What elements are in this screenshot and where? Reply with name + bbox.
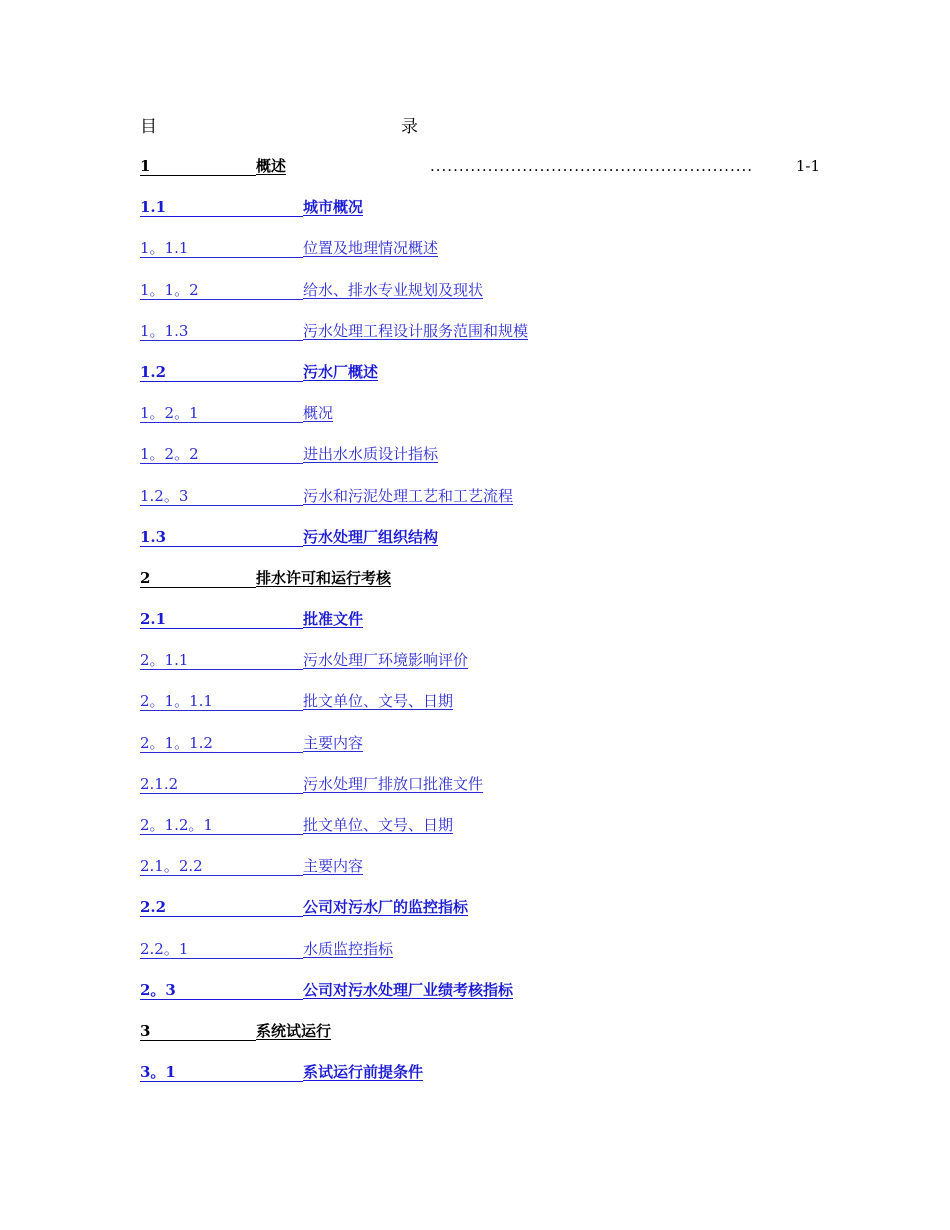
toc-entry-number: 1.3 — [140, 527, 303, 547]
toc-entry[interactable] — [140, 774, 820, 815]
toc-entry[interactable] — [140, 568, 820, 609]
toc-entry-number: 3。1 — [140, 1062, 303, 1082]
toc-entry-number: 2。1.1 — [140, 650, 303, 670]
toc-entry[interactable] — [140, 733, 820, 774]
toc-entry-label: 批文单位、文号、日期 — [303, 816, 454, 834]
toc-entry-label: 污水处理工程设计服务范围和规模 — [303, 321, 529, 340]
toc-entry-label: 给水、排水专业规划及现状 — [303, 280, 484, 299]
toc-entry-label: 排水许可和运行考核 — [256, 568, 392, 587]
toc-entry-label: 污水和污泥处理工艺和工艺流程 — [303, 486, 514, 505]
toc-entry[interactable] — [140, 939, 820, 980]
toc-entry-label: 公司对污水厂的监控指标 — [303, 898, 469, 917]
toc-entry-label: 污水厂概述 — [303, 362, 379, 381]
toc-entry-label: 系统试运行 — [256, 1021, 332, 1040]
toc-entry[interactable] — [140, 980, 820, 1021]
toc-entry-label: 公司对污水处理厂业绩考核指标 — [303, 980, 514, 999]
toc-entry-label: 污水处理厂组织结构 — [303, 527, 439, 546]
toc-entry-number: 1。1.3 — [140, 321, 303, 341]
toc-entry-label: 概况 — [303, 404, 334, 423]
toc-entry-number: 2。3 — [140, 980, 303, 1000]
toc-entry-number: 1.2 — [140, 362, 303, 382]
toc-entry-label: 水质监控指标 — [303, 939, 394, 958]
toc-page-number: 1-1 — [795, 157, 820, 175]
toc-entry-number: 1.2。3 — [140, 486, 303, 506]
toc-entry-label: 污水处理厂排放口批准文件 — [303, 774, 484, 793]
toc-entry[interactable] — [140, 197, 820, 238]
toc-entry[interactable] — [140, 321, 820, 362]
toc-entries — [140, 197, 820, 1103]
toc-entry-number: 2.1.2 — [140, 774, 303, 794]
toc-entry-label: 污水处理厂环境影响评价 — [303, 651, 469, 670]
toc-entry-number: 1 — [140, 156, 256, 176]
toc-entry-number: 3 — [140, 1021, 256, 1041]
toc-entry-label: 主要内容 — [303, 733, 364, 752]
toc-entry[interactable] — [140, 609, 820, 650]
toc-entry-label: 系试运行前提条件 — [303, 1063, 424, 1082]
toc-entry[interactable] — [140, 815, 820, 856]
toc-entry-label: 批文单位、文号、日期 — [303, 692, 454, 711]
toc-entry-label: 概述 — [256, 157, 287, 175]
toc-entry-number: 2 — [140, 568, 256, 588]
toc-heading — [140, 112, 430, 136]
toc-entry[interactable] — [140, 486, 820, 527]
toc-entry[interactable] — [140, 527, 820, 568]
toc-entry-number: 1。2。2 — [140, 444, 303, 464]
toc-list — [140, 156, 820, 1103]
toc-entry-number: 2.2。1 — [140, 939, 303, 959]
toc-entry[interactable] — [140, 280, 820, 321]
toc-entry-label: 主要内容 — [303, 857, 364, 876]
toc-entry-number: 2.1。2.2 — [140, 856, 303, 876]
toc-entry-label: 进出水水质设计指标 — [303, 445, 439, 464]
toc-entry-number: 2.1 — [140, 609, 303, 629]
toc-entry-number: 1。1。2 — [140, 280, 303, 300]
toc-entry[interactable] — [140, 1021, 820, 1062]
toc-entry-number: 1.1 — [140, 197, 303, 217]
toc-entry[interactable] — [140, 238, 820, 279]
toc-entry[interactable] — [140, 362, 820, 403]
toc-entry[interactable] — [140, 856, 820, 897]
toc-heading-right: 录 — [401, 117, 418, 137]
toc-heading-left: 目 — [140, 117, 157, 137]
toc-entry-number: 2.2 — [140, 897, 303, 917]
toc-entry-number: 2。1.2。1 — [140, 815, 303, 835]
toc-entry[interactable] — [140, 897, 820, 938]
toc-leader-dots: ........................................................ — [430, 157, 754, 175]
toc-entry[interactable] — [140, 444, 820, 485]
toc-entry[interactable] — [140, 691, 820, 732]
toc-entry[interactable] — [140, 1062, 820, 1103]
toc-entry-label: 位置及地理情况概述 — [303, 239, 439, 258]
toc-entry[interactable] — [140, 650, 820, 691]
toc-entry-number: 2。1。1.2 — [140, 733, 303, 753]
toc-entry-number: 1。2。1 — [140, 403, 303, 423]
toc-entry-label: 批准文件 — [303, 610, 364, 629]
toc-entry[interactable] — [140, 403, 820, 444]
toc-entry-number: 2。1。1.1 — [140, 691, 303, 711]
toc-entry-label: 城市概况 — [303, 198, 364, 217]
toc-entry-1[interactable] — [140, 156, 820, 197]
toc-entry-number: 1。1.1 — [140, 238, 303, 258]
